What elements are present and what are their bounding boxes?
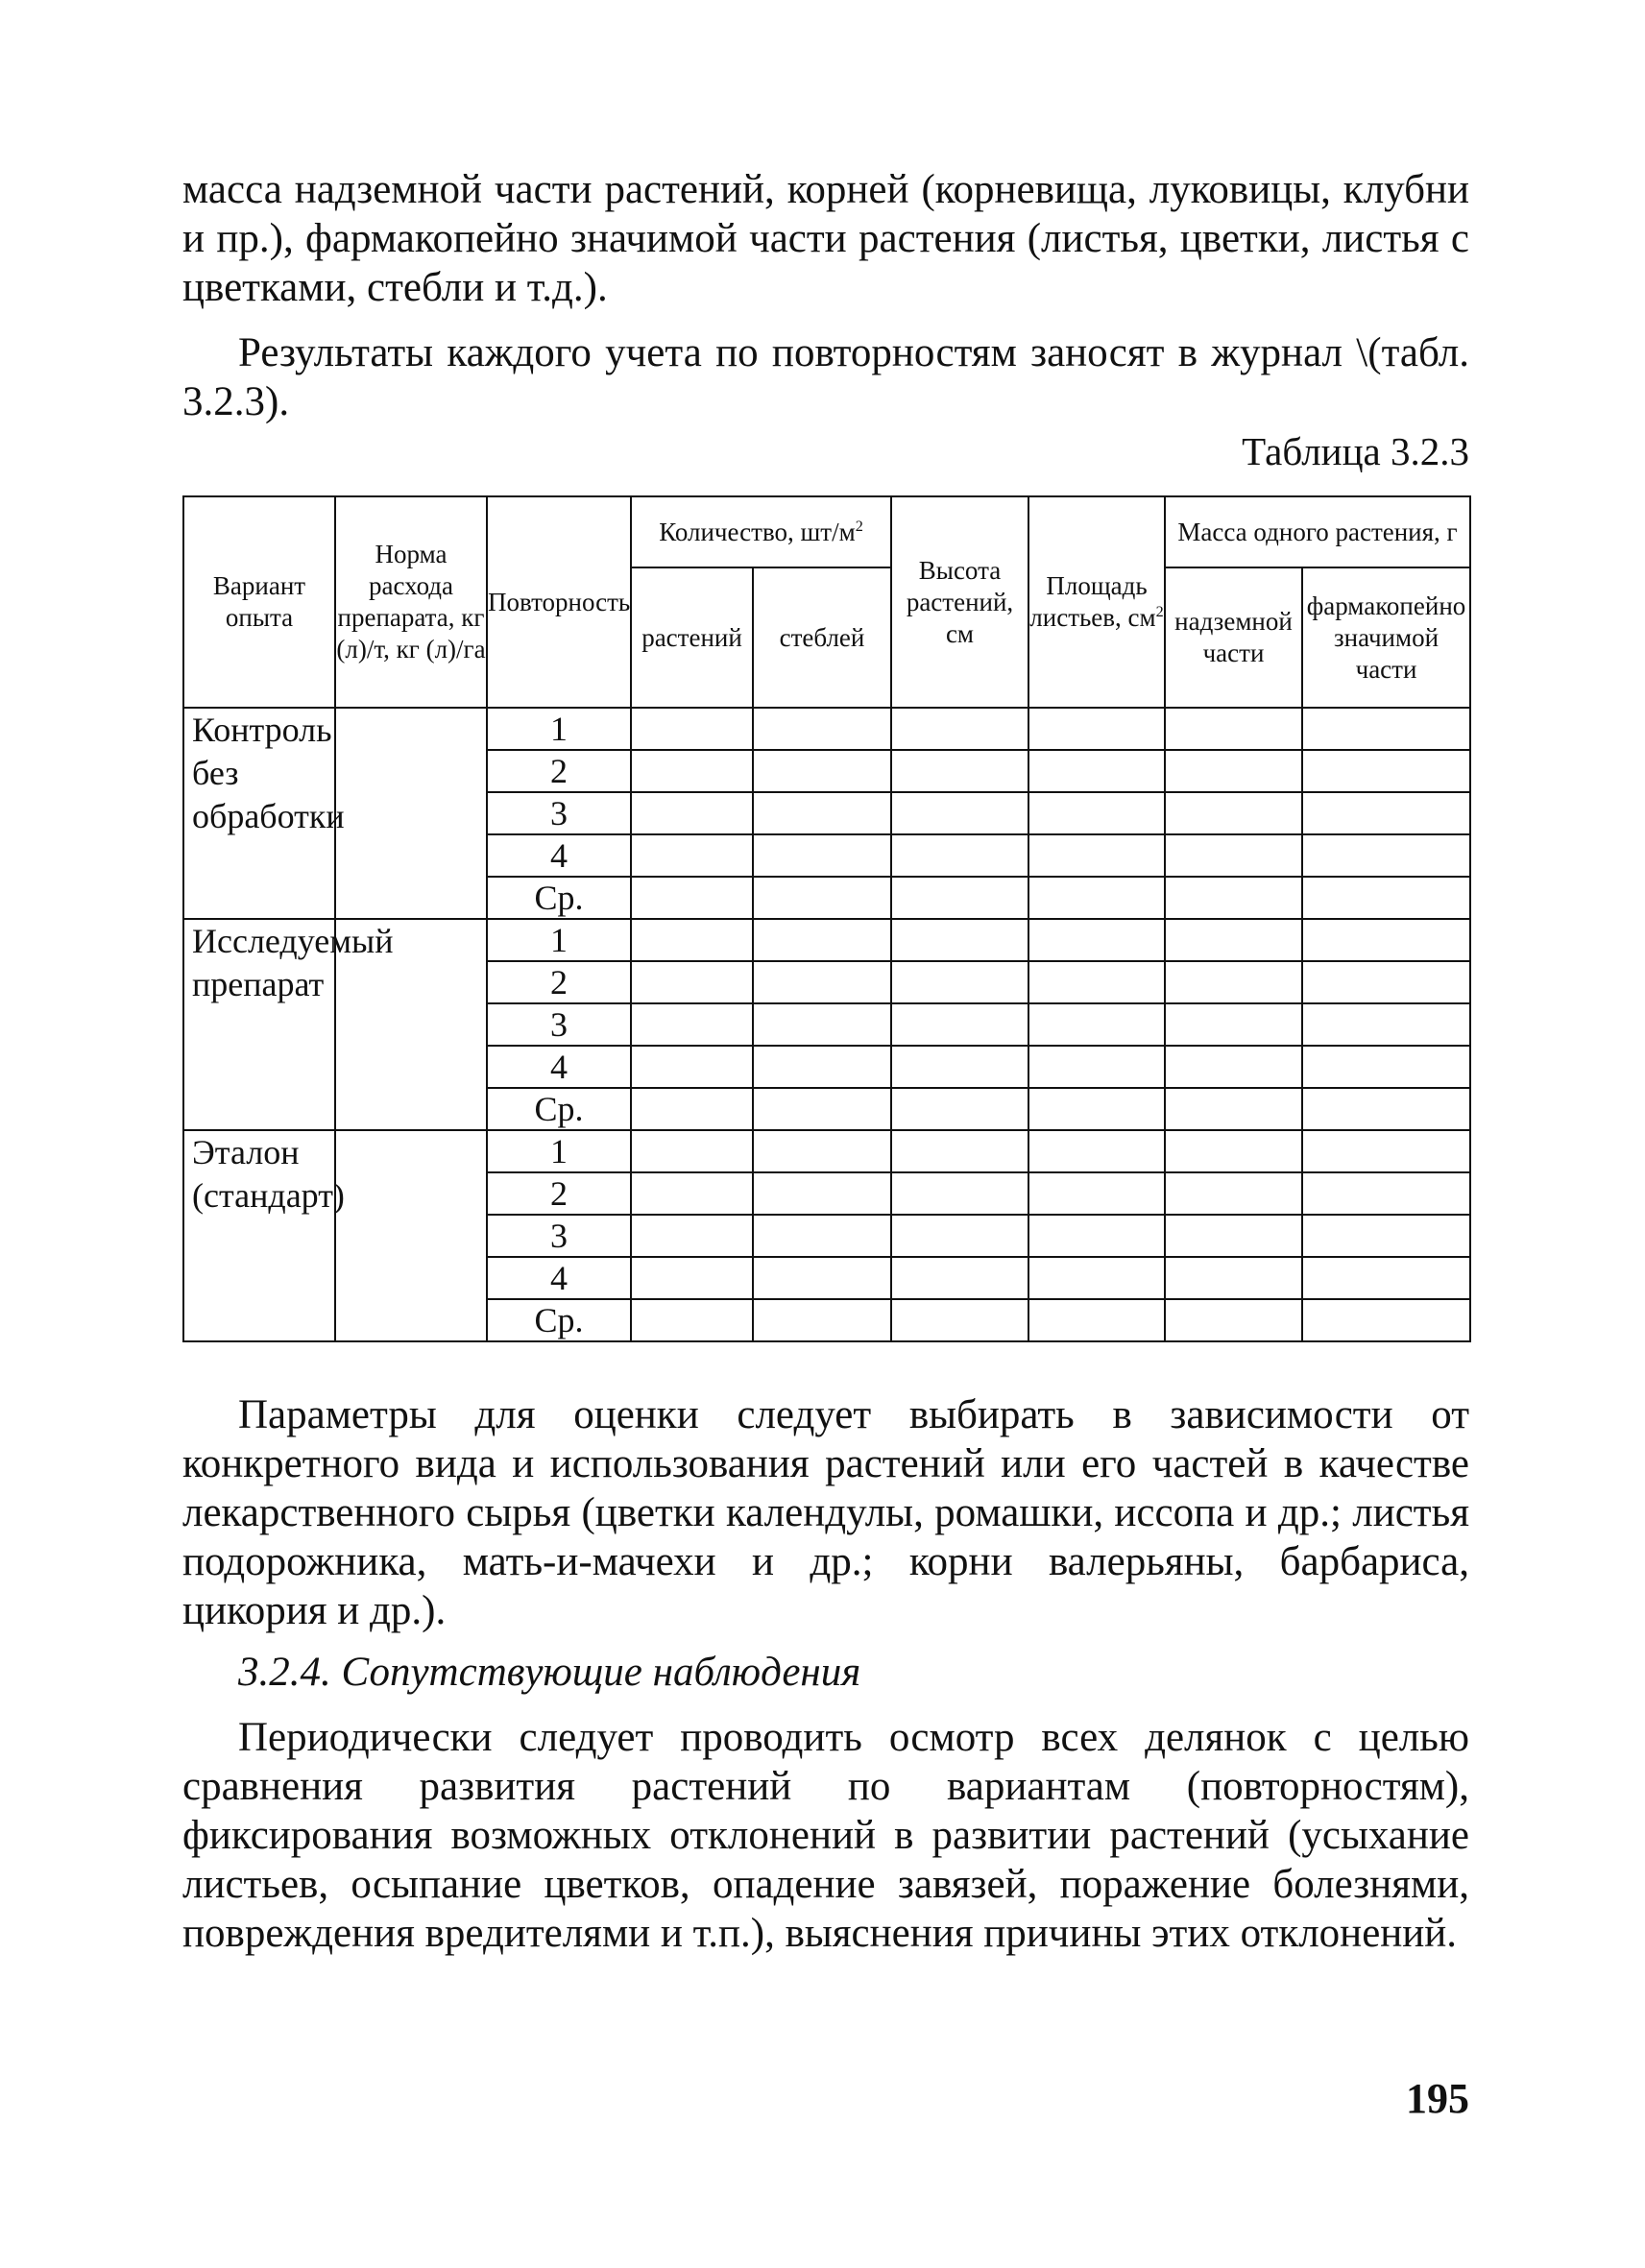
empty-cell	[1165, 1215, 1302, 1257]
empty-cell	[753, 961, 891, 1003]
empty-cell	[891, 961, 1028, 1003]
empty-cell	[631, 1215, 753, 1257]
repeat-cell: 3	[487, 792, 631, 834]
paragraph-2: Результаты каждого учета по повторностям заносят в журнал \(табл. 3.2.3).	[182, 330, 1469, 424]
empty-cell	[631, 1130, 753, 1172]
empty-cell	[631, 1172, 753, 1215]
empty-cell	[891, 834, 1028, 877]
empty-cell	[753, 919, 891, 961]
empty-cell	[1165, 792, 1302, 834]
table-row	[183, 708, 1470, 750]
empty-cell	[1028, 1215, 1165, 1257]
empty-cell	[1165, 1299, 1302, 1341]
empty-cell	[891, 1130, 1028, 1172]
empty-cell	[1302, 1215, 1470, 1257]
empty-cell	[631, 1046, 753, 1088]
empty-cell	[1028, 961, 1165, 1003]
empty-cell	[753, 1172, 891, 1215]
empty-cell	[1302, 750, 1470, 792]
empty-cell	[1165, 750, 1302, 792]
empty-cell	[891, 919, 1028, 961]
empty-cell	[891, 1257, 1028, 1299]
empty-cell	[891, 708, 1028, 750]
empty-cell	[891, 1088, 1028, 1130]
header-aboveground: надземной части	[1165, 567, 1302, 708]
empty-cell	[1165, 961, 1302, 1003]
table-body	[183, 708, 1470, 1341]
header-plants: растений	[631, 567, 753, 708]
repeat-cell: 1	[487, 919, 631, 961]
repeat-cell: 2	[487, 1172, 631, 1215]
empty-cell	[1165, 1130, 1302, 1172]
empty-cell	[1302, 1130, 1470, 1172]
empty-cell	[1165, 1088, 1302, 1130]
empty-cell	[631, 792, 753, 834]
repeat-cell: 2	[487, 961, 631, 1003]
empty-cell	[1165, 1046, 1302, 1088]
empty-cell	[753, 750, 891, 792]
empty-cell	[891, 792, 1028, 834]
table-caption: Таблица 3.2.3	[1242, 429, 1469, 473]
header-area: Площадь листьев, $см^2$	[1028, 496, 1165, 708]
repeat-cell: Ср.	[487, 1088, 631, 1130]
empty-cell	[631, 750, 753, 792]
empty-cell	[1302, 708, 1470, 750]
table-row	[183, 1130, 1470, 1172]
empty-cell	[753, 708, 891, 750]
header-stems: стеблей	[753, 567, 891, 708]
repeat-cell: 1	[487, 1130, 631, 1172]
header-pharma: фармакопейно значимой части	[1302, 567, 1470, 708]
table-row	[183, 919, 1470, 961]
empty-cell	[891, 1215, 1028, 1257]
empty-cell	[1028, 1172, 1165, 1215]
empty-cell	[753, 1046, 891, 1088]
empty-cell	[753, 834, 891, 877]
header-mass: Масса одного растения, г	[1165, 496, 1470, 567]
empty-cell	[1028, 919, 1165, 961]
paragraph-3: Параметры для оценки следует выбирать в зависимости от конкретного вида и использования растений или его частей в качестве лекарственного сырья (цветки календулы, ромашки, иссопа и др.; листья подорожника, мать-и-мачехи и др.; корни валерьяны, барбариса, цикория и др.).	[182, 1392, 1469, 1633]
repeat-cell: 3	[487, 1003, 631, 1046]
empty-cell	[1165, 1172, 1302, 1215]
header-norm: Норма расхода препарата, кг (л)/т, кг (л)/га	[335, 496, 487, 708]
paragraph-1: масса надземной части растений, корней (корневища, луковицы, клубни и пр.), фармакопейно значимой части растения (листья, цветки, листья с цветками, стебли и т.д.).	[182, 167, 1469, 310]
empty-cell	[1028, 834, 1165, 877]
empty-cell	[1028, 1257, 1165, 1299]
observation-journal-table	[182, 495, 1471, 1342]
variant-cell: Эталон (стандарт)	[183, 1130, 335, 1341]
empty-cell	[1165, 919, 1302, 961]
empty-cell	[753, 877, 891, 919]
empty-cell	[631, 834, 753, 877]
empty-cell	[1302, 1003, 1470, 1046]
section-heading: 3.2.4. Сопутствующие наблюдения	[238, 1650, 861, 1695]
empty-cell	[631, 961, 753, 1003]
norm-cell	[335, 1130, 487, 1341]
empty-cell	[891, 1003, 1028, 1046]
empty-cell	[891, 1299, 1028, 1341]
header-height: Высота растений, см	[891, 496, 1028, 708]
empty-cell	[631, 919, 753, 961]
empty-cell	[891, 750, 1028, 792]
repeat-cell: Ср.	[487, 877, 631, 919]
empty-cell	[753, 1257, 891, 1299]
empty-cell	[753, 1003, 891, 1046]
empty-cell	[1302, 1172, 1470, 1215]
empty-cell	[1302, 1088, 1470, 1130]
empty-cell	[631, 1257, 753, 1299]
empty-cell	[1302, 919, 1470, 961]
empty-cell	[1028, 1046, 1165, 1088]
empty-cell	[631, 1003, 753, 1046]
empty-cell	[1028, 750, 1165, 792]
variant-cell: Контроль без обработки	[183, 708, 335, 919]
repeat-cell: Ср.	[487, 1299, 631, 1341]
header-variant: Вариант опыта	[183, 496, 335, 708]
empty-cell	[1028, 1003, 1165, 1046]
empty-cell	[1302, 961, 1470, 1003]
empty-cell	[1302, 1257, 1470, 1299]
empty-cell	[1165, 1003, 1302, 1046]
empty-cell	[1028, 708, 1165, 750]
empty-cell	[891, 877, 1028, 919]
empty-cell	[1302, 834, 1470, 877]
empty-cell	[1165, 708, 1302, 750]
empty-cell	[631, 1299, 753, 1341]
repeat-cell: 2	[487, 750, 631, 792]
norm-cell	[335, 708, 487, 919]
header-repeat: Повторность	[487, 496, 631, 708]
empty-cell	[1028, 792, 1165, 834]
paragraph-4: Периодически следует проводить осмотр всех делянок с целью сравнения развития растений по вариантам (повторностям), фиксирования возможных отклонений в развитии растений (усыхание листьев, осыпание цветков, опадение завязей, поражение болезнями, повреждения вредителями и т.п.), выяснения причины этих отклонений.	[182, 1715, 1469, 1956]
empty-cell	[631, 877, 753, 919]
empty-cell	[631, 708, 753, 750]
empty-cell	[1165, 877, 1302, 919]
repeat-cell: 4	[487, 1257, 631, 1299]
repeat-cell: 4	[487, 1046, 631, 1088]
page-number: 195	[1406, 2075, 1469, 2122]
empty-cell	[753, 1088, 891, 1130]
empty-cell	[1165, 1257, 1302, 1299]
repeat-cell: 1	[487, 708, 631, 750]
empty-cell	[1302, 792, 1470, 834]
empty-cell	[891, 1046, 1028, 1088]
empty-cell	[1302, 1046, 1470, 1088]
empty-cell	[1028, 1299, 1165, 1341]
empty-cell	[1165, 834, 1302, 877]
empty-cell	[1028, 1088, 1165, 1130]
empty-cell	[1028, 1130, 1165, 1172]
empty-cell	[1302, 877, 1470, 919]
variant-cell: Исследуемый препарат	[183, 919, 335, 1130]
repeat-cell: 4	[487, 834, 631, 877]
empty-cell	[1302, 1299, 1470, 1341]
empty-cell	[753, 1215, 891, 1257]
empty-cell	[753, 792, 891, 834]
empty-cell	[1028, 877, 1165, 919]
empty-cell	[753, 1299, 891, 1341]
empty-cell	[631, 1088, 753, 1130]
header-quantity: Количество, $шт/м^2$	[631, 496, 891, 567]
repeat-cell: 3	[487, 1215, 631, 1257]
empty-cell	[753, 1130, 891, 1172]
empty-cell	[891, 1172, 1028, 1215]
